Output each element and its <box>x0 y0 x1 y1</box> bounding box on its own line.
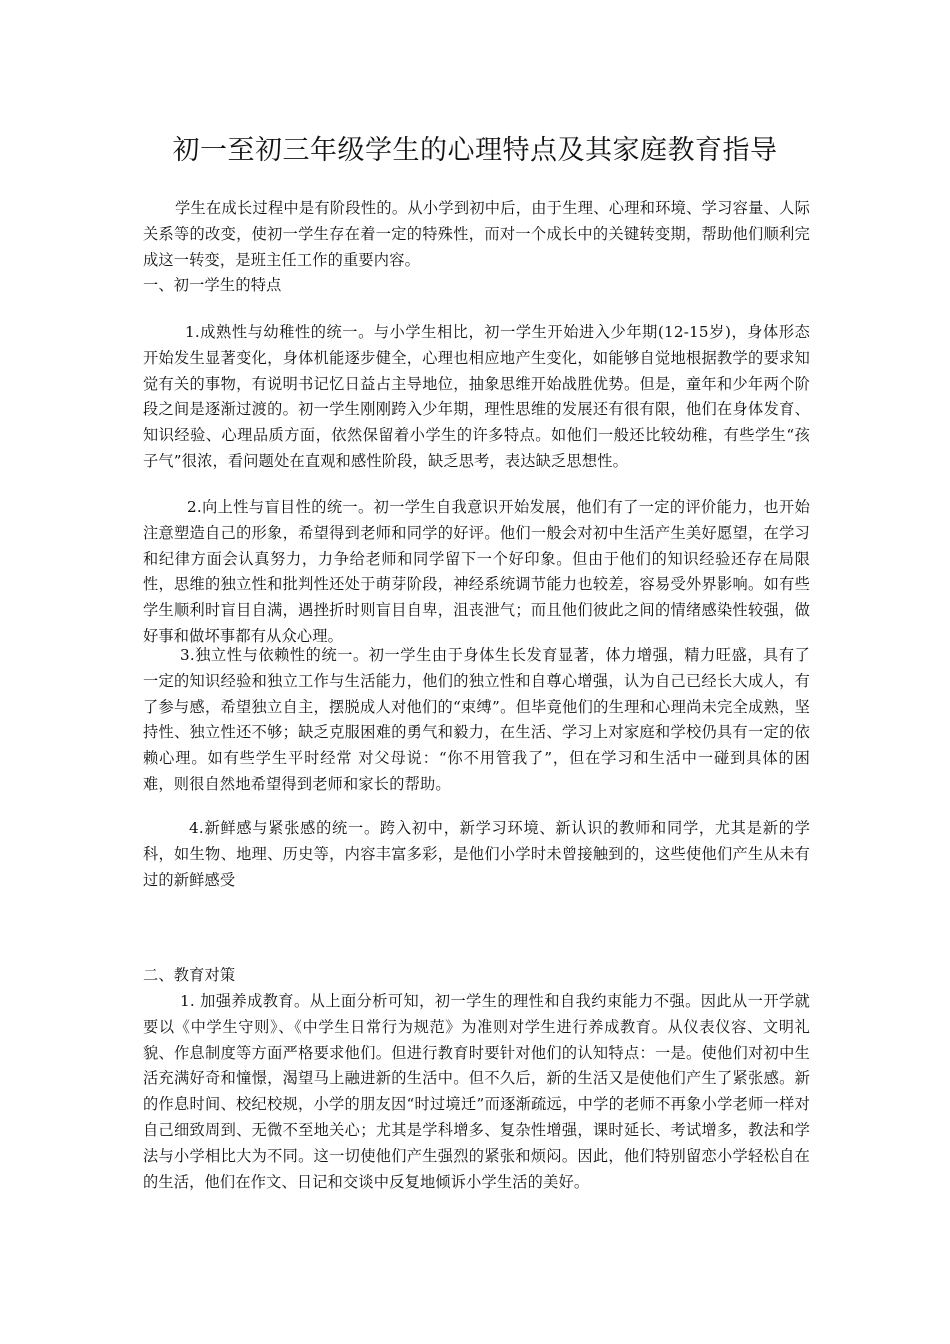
section-heading-characteristics: 一、初一学生的特点 <box>143 276 282 294</box>
paragraph-maturity: 1.成熟性与幼稚性的统一。与小学生相比，初一学生开始进入少年期(12-15岁)，身体形态开始发生显著变化，身体机能逐步健全，心理也相应地产生变化，如能够自觉地根据教学的要求知觉有关的事物，有说明书记忆日益占主导地位，抽象思维开始战胜优势。但是，童年和少年两个阶段之间是逐渐过渡的。初一学生刚刚跨入少年期，理性思维的发展还有很有限，他们在身体发育、知识经验、心理品质方面，依然保留着小学生的许多特点。如他们一般还比较幼稚，有些学生“孩子气”很浓，看问题处在直观和感性阶段，缺乏思考，表达缺乏思想性。 <box>143 323 810 470</box>
intro-paragraph: 学生在成长过程中是有阶段性的。从小学到初中后，由于生理、心理和环境、学习容量、人际关系等的改变，使初一学生存在着一定的特殊性，而对一个成长中的关键转变期，帮助他们顺利完成这一转变，是班主任工作的重要内容。 <box>143 199 810 269</box>
paragraph-independence: 3.独立性与依赖性的统一。初一学生由于身体生长发育显著，体力增强，精力旺盛，具有了一定的知识经验和独立工作与生活能力，他们的独立性和自尊心增强，认为自己已经长大成人，有了参与感，希望独立自主，摆脱成人对他们的“束缚”。但毕竟他们的生理和心理尚未完全成熟，坚持性、独立性还不够；缺乏克服困难的勇气和毅力，在生活、学习上对家庭和学校仍具有一定的依赖心理。如有些学生平时经常 对父母说：“你不用管我了”，但在学习和生活中一碰到具体的困难，则很自然地希望得到老师和家长的帮助。 <box>143 646 810 793</box>
paragraph-habit-education: 1. 加强养成教育。从上面分析可知，初一学生的理性和自我约束能力不强。因此从一开学就要以《中学生守则》、《中学生日常行为规范》为准则对学生进行养成教育。从仪表仪容、文明礼貌、作息制度等方面严格要求他们。但进行教育时要针对他们的认知特点：一是。使他们对初中生活充满好奇和憧憬，渴望马上融进新的生活中。但不久后，新的生活又是使他们产生了紧张感。新的作息时间、校纪校规，小学的朋友因“时过境迁”而逐渐疏远，中学的老师不再象小学老师一样对自己细致周到、无微不至地关心；尤其是学科增多、复杂性增强，课时延长、考试增多，教法和学法与小学相比大为不同。这一切使他们产生强烈的紧张和烦闷。因此，他们特别留恋小学轻松自在的生活，他们在作文、日记和交谈中反复地倾诉小学生活的美好。 <box>143 992 810 1191</box>
section-heading-strategies: 二、教育对策 <box>143 966 236 984</box>
document-title: 初一至初三年级学生的心理特点及其家庭教育指导 <box>172 135 778 166</box>
paragraph-novelty: 4.新鲜感与紧张感的统一。跨入初中，新学习环境、新认识的教师和同学，尤其是新的学科，如生物、地理、历史等，内容丰富多彩，是他们小学时未曾接触到的，这些使他们产生从未有过的新鲜感受 <box>143 819 810 889</box>
paragraph-aspiration: 2.向上性与盲目性的统一。初一学生自我意识开始发展，他们有了一定的评价能力，也开始注意塑造自己的形象，希望得到老师和同学的好评。他们一般会对初中生活产生美好愿望，在学习和纪律方面会认真努力，力争给老师和同学留下一个好印象。但由于他们的知识经验还存在局限性，思维的独立性和批判性还处于萌芽阶段，神经系统调节能力也较差，容易受外界影响。如有些学生顺利时盲目自满，遇挫折时则盲目自卑，沮丧泄气；而且他们彼此之间的情绪感染性较强，做好事和做坏事都有从众心理。 <box>143 498 810 645</box>
